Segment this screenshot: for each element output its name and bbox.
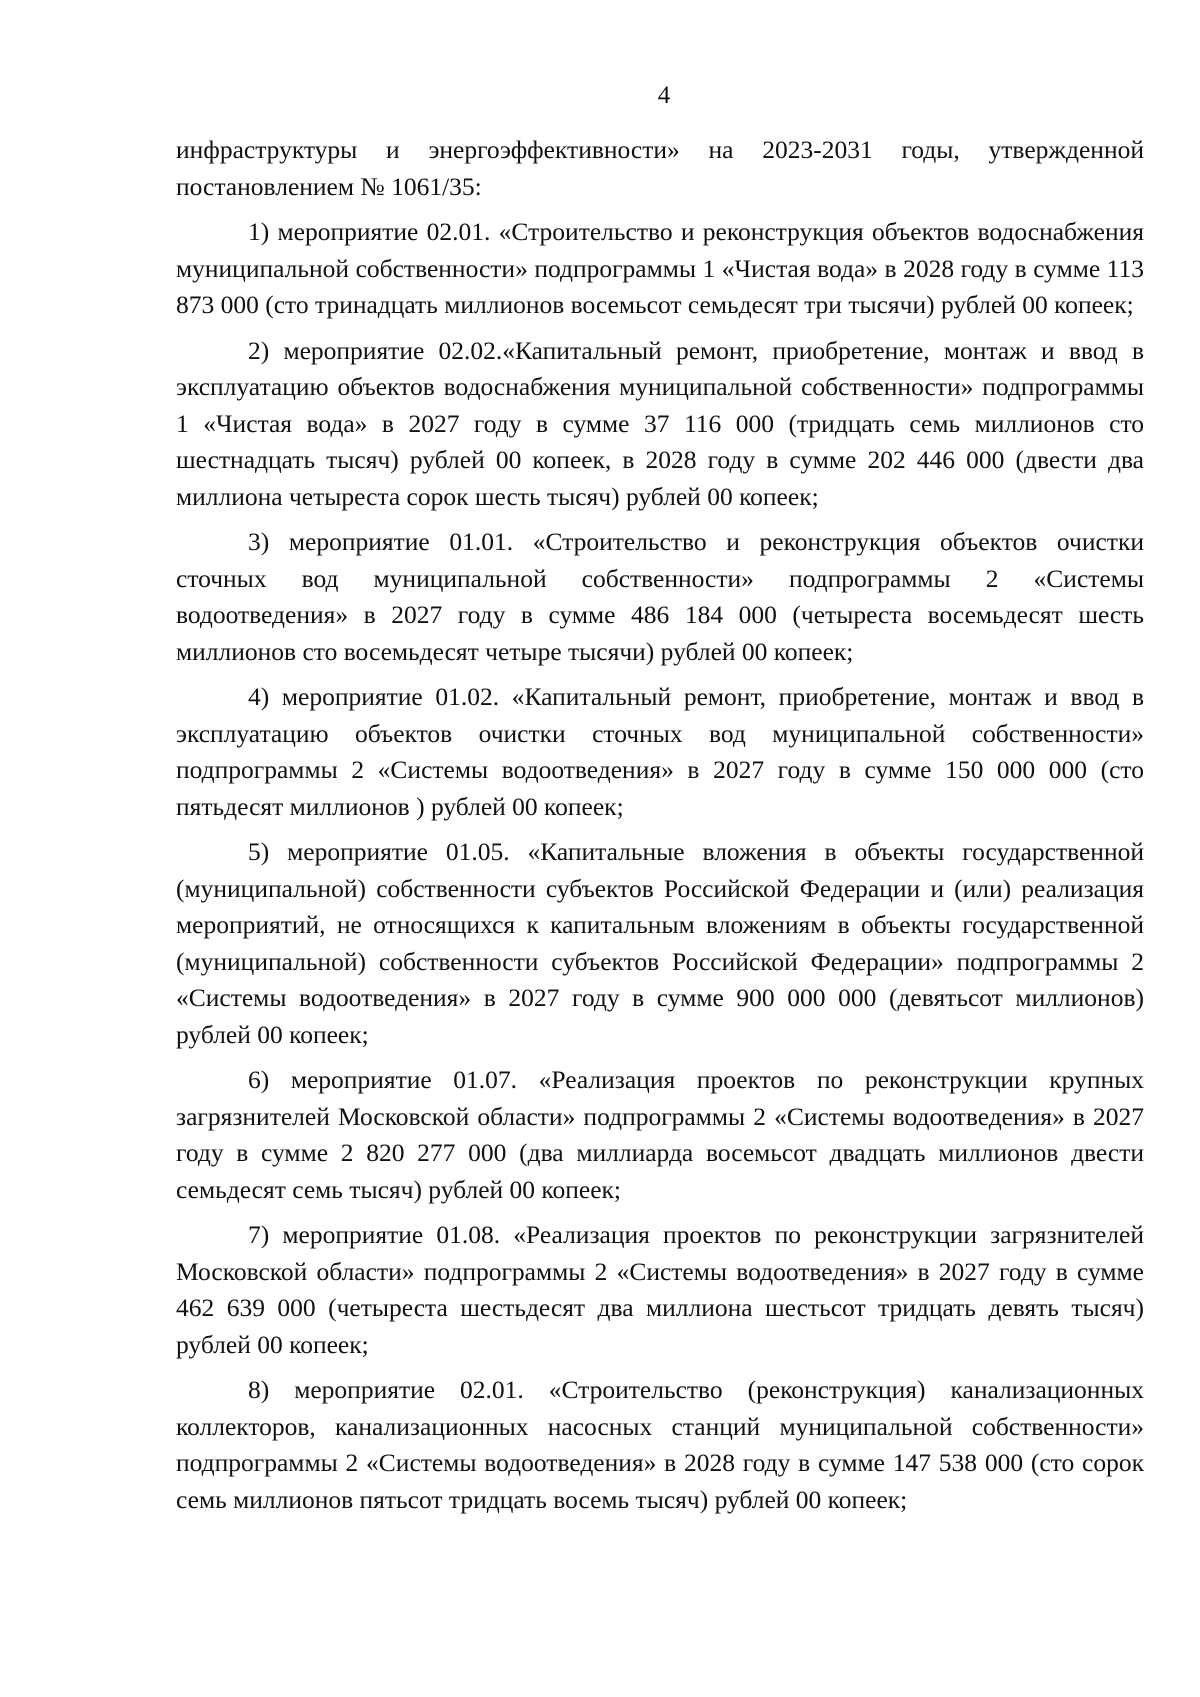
paragraph-intro: инфраструктуры и энергоэффективности» на 2023-2031 годы, утвержденной постановлением № 1061/35: [176, 135, 1144, 201]
page-number: 4 [657, 82, 671, 109]
list-item-7: 7) мероприятие 01.08. «Реализация проектов по реконструкции загрязнителей Московской области» подпрограммы 2 «Системы водоотведения» в 2027 году в сумме 462 639 000 (четыреста шестьдесят два миллиона шестьсот тридцать девять тысяч) рублей 00 копеек; [176, 1220, 1144, 1359]
document-body [176, 132, 1144, 1518]
list-item-2: 2) мероприятие 02.02.«Капитальный ремонт, приобретение, монтаж и ввод в эксплуатацию объектов водоснабжения муниципальной собственности» подпрограммы 1 «Чистая вода» в 2027 году в сумме 37 116 000 (тридцать семь миллионов сто шестнадцать тысяч) рублей 00 копеек, в 2028 году в сумме 202 446 000 (двести два миллиона четыреста сорок шесть тысяч) рублей 00 копеек; [176, 335, 1144, 511]
list-item-8: 8) мероприятие 02.01. «Строительство (реконструкция) канализационных коллекторов, канализационных насосных станций муниципальной собственности» подпрограммы 2 «Системы водоотведения» в 2028 году в сумме 147 538 000 (сто сорок семь миллионов пятьсот тридцать восемь тысяч) рублей 00 копеек; [176, 1375, 1144, 1514]
list-item-1: 1) мероприятие 02.01. «Строительство и реконструкция объектов водоснабжения муниципальной собственности» подпрограммы 1 «Чистая вода» в 2028 году в сумме 113 873 000 (сто тринадцать миллионов восемьсот семьдесят три тысячи) рублей 00 копеек; [176, 217, 1144, 319]
list-item-4: 4) мероприятие 01.02. «Капитальный ремонт, приобретение, монтаж и ввод в эксплуатацию объектов очистки сточных вод муниципальной собственности» подпрограммы 2 «Системы водоотведения» в 2027 году в сумме 150 000 000 (сто пятьдесят миллионов ) рублей 00 копеек; [176, 682, 1144, 821]
list-item-3: 3) мероприятие 01.01. «Строительство и реконструкция объектов очистки сточных вод муниципальной собственности» подпрограммы 2 «Системы водоотведения» в 2027 году в сумме 486 184 000 (четыреста восемьдесят шесть миллионов сто восемьдесят четыре тысячи) рублей 00 копеек; [176, 527, 1144, 666]
list-item-6: 6) мероприятие 01.07. «Реализация проектов по реконструкции крупных загрязнителей Московской области» подпрограммы 2 «Системы водоотведения» в 2027 году в сумме 2 820 277 000 (два миллиарда восемьсот двадцать миллионов двести семьдесят семь тысяч) рублей 00 копеек; [176, 1065, 1144, 1204]
list-item-5: 5) мероприятие 01.05. «Капитальные вложения в объекты государственной (муниципальной) собственности субъектов Российской Федерации и (или) реализация мероприятий, не относящихся к капитальным вложениям в объекты государственной (муниципальной) собственности субъектов Российской Федерации» подпрограммы 2 «Системы водоотведения» в 2027 году в сумме 900 000 000 (девятьсот миллионов) рублей 00 копеек; [176, 837, 1144, 1049]
